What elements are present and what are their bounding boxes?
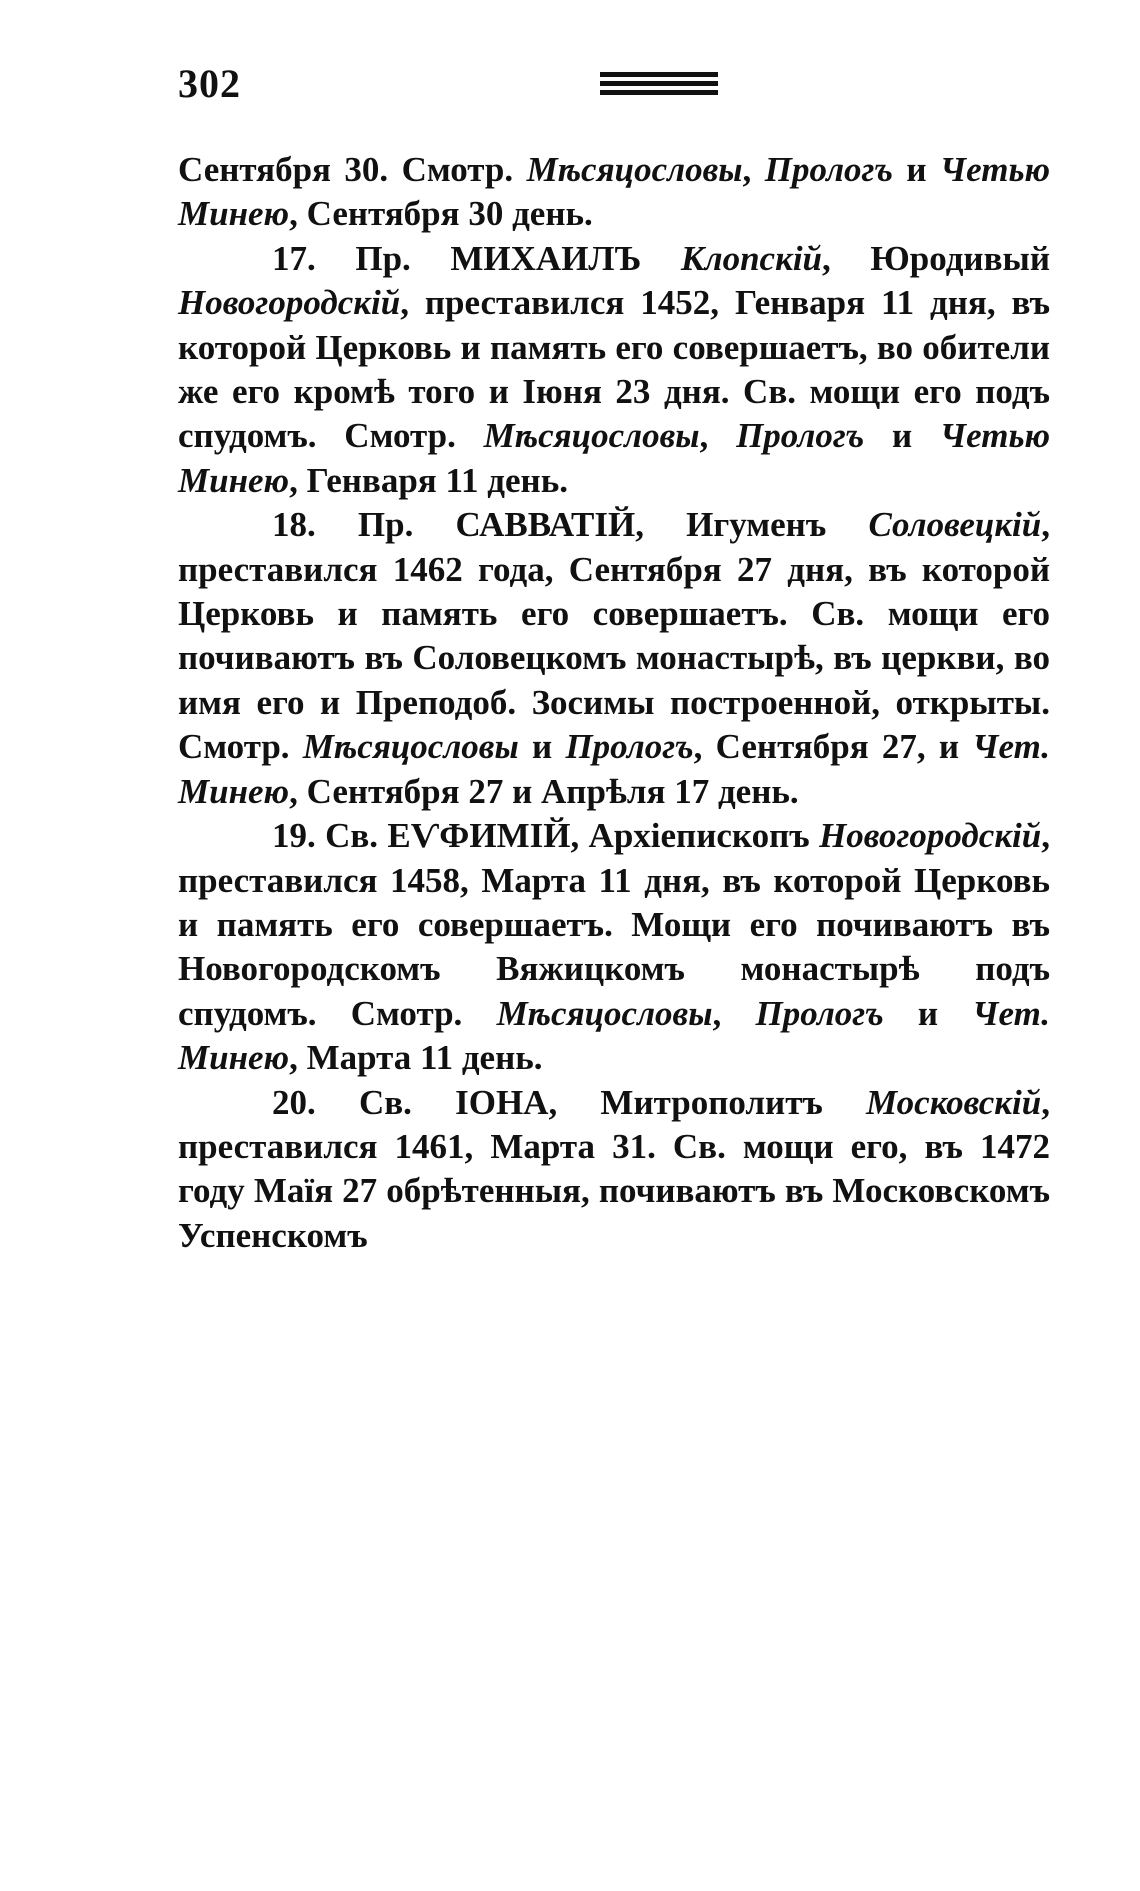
text-run: , преставился 1462 года, Сентября 27 дня, въ которой Церковь и память его совершаетъ. Св. мощи его почиваютъ въ Соловецкомъ монастырѣ, въ церкви, во имя его и Преподоб. Зосимы построенной, открыты. Смотр. [178, 505, 1050, 767]
text-run: , преставился 1458, Марта 11 дня, въ которой Церковь и память его совершаетъ. Мощи его почиваютъ въ Новогородскомъ Вяжицкомъ монастырѣ подъ спудомъ. Смотр. [178, 816, 1050, 1033]
italic-text-run: Клопскій [680, 238, 823, 278]
header-rule [600, 72, 718, 99]
text-run: , Генваря 11 день. [289, 460, 568, 500]
page-number: 302 [178, 61, 241, 106]
italic-text-run: Прологъ [736, 416, 865, 456]
italic-text-run: Мѣсяцословы [483, 416, 700, 456]
text-run: , Марта 11 день. [289, 1038, 543, 1078]
italic-text-run: Мѣсяцословы [302, 727, 519, 767]
text-run: 18. Пр. САВВАТІЙ, Игуменъ [272, 505, 869, 545]
italic-text-run: Чет. Минею [178, 993, 1050, 1078]
text-run: , [712, 993, 756, 1033]
paragraph [178, 814, 1050, 1080]
paragraph [178, 503, 1050, 814]
italic-text-run: Четью Минею [178, 416, 1050, 500]
text-run: , преставился 1461, Марта 31. Св. мощи его, въ 1472 году Маїя 27 обрѣтенныя, почиваютъ въ Московскомъ Успенскомъ [178, 1082, 1050, 1255]
italic-text-run: Мѣсяцословы [526, 150, 743, 189]
italic-text-run: Чет. Минею [178, 727, 1051, 811]
text-run: и [864, 416, 940, 456]
italic-text-run: Прологъ [755, 993, 884, 1033]
text-run: , Сентября 27, и [693, 727, 973, 767]
italic-text-run: Прологъ [565, 727, 694, 767]
text-run: , Сентября 27 и Апрѣля 17 день. [289, 771, 799, 811]
italic-text-run: Московскій [866, 1082, 1042, 1122]
text-run: , [742, 150, 765, 189]
text-run: 19. Св. ЕѴФИМІЙ, Архіепископъ [272, 816, 820, 856]
text-run: , [699, 416, 737, 456]
paragraph [178, 237, 1050, 503]
text-run: 17. Пр. МИХАИЛЪ [272, 238, 681, 278]
text-run: , преставился 1452, Генваря 11 дня, въ которой Церковь и память его совершаетъ, во обители же его кромѣ того и Іюня 23 дня. Св. мощи его подъ спудомъ. Смотр. [178, 283, 1050, 456]
italic-text-run: Прологъ [764, 150, 893, 189]
italic-text-run: Четью Минею [178, 150, 1050, 234]
body-text [178, 148, 1050, 1258]
header-rule-line [600, 90, 718, 95]
text-run: 20. Св. ІОНА, Митрополитъ [272, 1082, 867, 1122]
text-run: , Сентября 30 день. [289, 194, 593, 234]
italic-text-run: Мѣсяцословы [496, 993, 713, 1033]
text-run: и [518, 727, 566, 767]
italic-text-run: Новогородскій [178, 283, 401, 323]
text-run: и [883, 993, 973, 1033]
italic-text-run: Соловецкій [868, 505, 1042, 545]
italic-text-run: Новогородскій [819, 816, 1042, 856]
text-run: , Юродивый [822, 238, 1050, 278]
text-run: Сентября 30. Смотр. [178, 150, 527, 189]
text-run: и [892, 150, 940, 189]
paragraph [178, 1081, 1050, 1259]
header-rule-line [600, 81, 718, 86]
header-rule-line [600, 72, 718, 77]
paragraph [178, 148, 1050, 237]
